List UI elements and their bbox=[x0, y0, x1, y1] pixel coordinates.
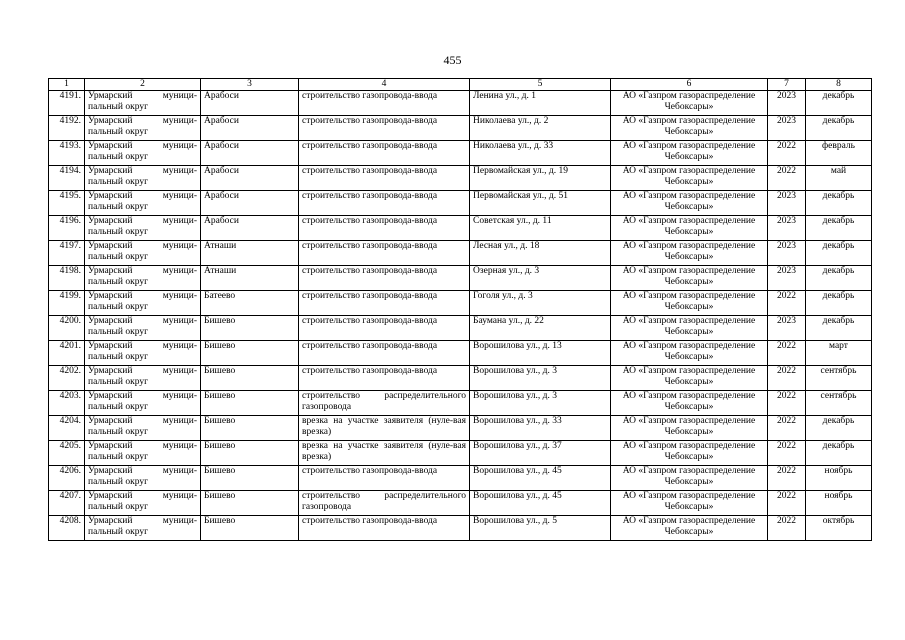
row-number: 4195. bbox=[49, 191, 85, 216]
district-word: пальный округ bbox=[88, 327, 149, 337]
address-cell: Николаева ул., д. 2 bbox=[470, 116, 611, 141]
table-row bbox=[49, 366, 872, 391]
year-cell: 2022 bbox=[768, 141, 806, 166]
month-cell: сентябрь bbox=[806, 391, 872, 416]
organization-cell: АО «Газпром газораспределение Чебоксары» bbox=[611, 466, 768, 491]
month-cell: декабрь bbox=[806, 116, 872, 141]
organization-cell: АО «Газпром газораспределение Чебоксары» bbox=[611, 341, 768, 366]
table-row bbox=[49, 266, 872, 291]
settlement-cell: Бишево bbox=[201, 341, 299, 366]
work-type-cell: строительство распределительного газопровода bbox=[299, 391, 470, 416]
table-row bbox=[49, 291, 872, 316]
district-word: пальный округ bbox=[88, 102, 149, 112]
row-number: 4196. bbox=[49, 216, 85, 241]
settlement-cell: Арабоси bbox=[201, 166, 299, 191]
month-cell: декабрь bbox=[806, 266, 872, 291]
district-word: муници- bbox=[162, 266, 197, 276]
work-type-cell: строительство газопровода-ввода bbox=[299, 316, 470, 341]
address-cell: Ворошилова ул., д. 45 bbox=[470, 466, 611, 491]
work-type-cell: врезка на участке заявителя (нуле-вая врезка) bbox=[299, 441, 470, 466]
district-word: пальный округ bbox=[88, 527, 149, 537]
district-word: муници- bbox=[162, 116, 197, 126]
month-cell: декабрь bbox=[806, 416, 872, 441]
district-cell bbox=[85, 491, 201, 516]
organization-cell: АО «Газпром газораспределение Чебоксары» bbox=[611, 266, 768, 291]
year-cell: 2023 bbox=[768, 91, 806, 116]
month-cell: декабрь bbox=[806, 216, 872, 241]
organization-cell: АО «Газпром газораспределение Чебоксары» bbox=[611, 291, 768, 316]
district-cell bbox=[85, 91, 201, 116]
year-cell: 2022 bbox=[768, 366, 806, 391]
settlement-cell: Бишево bbox=[201, 491, 299, 516]
district-word: пальный округ bbox=[88, 352, 149, 362]
settlement-cell: Бишево bbox=[201, 366, 299, 391]
district-word: Урмарский bbox=[88, 141, 133, 151]
district-word: муници- bbox=[162, 441, 197, 451]
district-cell bbox=[85, 216, 201, 241]
table-row bbox=[49, 216, 872, 241]
table-row bbox=[49, 91, 872, 116]
organization-cell: АО «Газпром газораспределение Чебоксары» bbox=[611, 491, 768, 516]
organization-cell: АО «Газпром газораспределение Чебоксары» bbox=[611, 241, 768, 266]
month-cell: ноябрь bbox=[806, 466, 872, 491]
district-word: пальный округ bbox=[88, 177, 149, 187]
table-row bbox=[49, 466, 872, 491]
table-row bbox=[49, 341, 872, 366]
district-word: пальный округ bbox=[88, 202, 149, 212]
settlement-cell: Арабоси bbox=[201, 116, 299, 141]
year-cell: 2022 bbox=[768, 341, 806, 366]
district-cell bbox=[85, 441, 201, 466]
settlement-cell: Бишево bbox=[201, 466, 299, 491]
district-word: пальный округ bbox=[88, 427, 149, 437]
address-cell: Ворошилова ул., д. 3 bbox=[470, 366, 611, 391]
district-word: пальный округ bbox=[88, 277, 149, 287]
table-row bbox=[49, 141, 872, 166]
work-type-cell: строительство газопровода-ввода bbox=[299, 266, 470, 291]
work-type-cell: строительство газопровода-ввода bbox=[299, 516, 470, 541]
year-cell: 2022 bbox=[768, 516, 806, 541]
district-word: Урмарский bbox=[88, 266, 133, 276]
year-cell: 2023 bbox=[768, 191, 806, 216]
header-row bbox=[49, 79, 872, 91]
district-word: муници- bbox=[162, 516, 197, 526]
row-number: 4203. bbox=[49, 391, 85, 416]
row-number: 4206. bbox=[49, 466, 85, 491]
address-cell: Ворошилова ул., д. 37 bbox=[470, 441, 611, 466]
year-cell: 2022 bbox=[768, 291, 806, 316]
district-cell bbox=[85, 191, 201, 216]
district-word: Урмарский bbox=[88, 241, 133, 251]
settlement-cell: Бишево bbox=[201, 441, 299, 466]
district-word: Урмарский bbox=[88, 441, 133, 451]
district-word: муници- bbox=[162, 466, 197, 476]
district-word: Урмарский bbox=[88, 341, 133, 351]
month-cell: сентябрь bbox=[806, 366, 872, 391]
column-header: 5 bbox=[470, 79, 611, 91]
address-cell: Ворошилова ул., д. 13 bbox=[470, 341, 611, 366]
work-type-cell: строительство газопровода-ввода bbox=[299, 91, 470, 116]
district-cell bbox=[85, 416, 201, 441]
month-cell: февраль bbox=[806, 141, 872, 166]
column-header: 7 bbox=[768, 79, 806, 91]
address-cell: Гоголя ул., д. 3 bbox=[470, 291, 611, 316]
month-cell: октябрь bbox=[806, 516, 872, 541]
row-number: 4201. bbox=[49, 341, 85, 366]
organization-cell: АО «Газпром газораспределение Чебоксары» bbox=[611, 366, 768, 391]
year-cell: 2022 bbox=[768, 416, 806, 441]
district-cell bbox=[85, 166, 201, 191]
address-cell: Ворошилова ул., д. 45 bbox=[470, 491, 611, 516]
district-word: пальный округ bbox=[88, 452, 149, 462]
district-cell bbox=[85, 141, 201, 166]
month-cell: декабрь bbox=[806, 316, 872, 341]
year-cell: 2023 bbox=[768, 266, 806, 291]
district-cell bbox=[85, 266, 201, 291]
table-row bbox=[49, 316, 872, 341]
district-word: муници- bbox=[162, 416, 197, 426]
settlement-cell: Бишево bbox=[201, 316, 299, 341]
column-header: 8 bbox=[806, 79, 872, 91]
work-type-cell: строительство газопровода-ввода bbox=[299, 466, 470, 491]
district-word: пальный округ bbox=[88, 252, 149, 262]
address-cell: Озерная ул., д. 3 bbox=[470, 266, 611, 291]
month-cell: май bbox=[806, 166, 872, 191]
settlement-cell: Бишево bbox=[201, 516, 299, 541]
settlement-cell: Бишево bbox=[201, 391, 299, 416]
row-number: 4198. bbox=[49, 266, 85, 291]
settlement-cell: Атнаши bbox=[201, 266, 299, 291]
district-word: пальный округ bbox=[88, 152, 149, 162]
work-type-cell: строительство газопровода-ввода bbox=[299, 166, 470, 191]
row-number: 4202. bbox=[49, 366, 85, 391]
district-word: пальный округ bbox=[88, 377, 149, 387]
row-number: 4191. bbox=[49, 91, 85, 116]
table-row bbox=[49, 441, 872, 466]
district-cell bbox=[85, 466, 201, 491]
address-cell: Николаева ул., д. 33 bbox=[470, 141, 611, 166]
settlement-cell: Арабоси bbox=[201, 91, 299, 116]
district-word: Урмарский bbox=[88, 116, 133, 126]
district-word: Урмарский bbox=[88, 391, 133, 401]
work-type-cell: строительство газопровода-ввода bbox=[299, 191, 470, 216]
year-cell: 2022 bbox=[768, 491, 806, 516]
district-word: муници- bbox=[162, 191, 197, 201]
settlement-cell: Батеево bbox=[201, 291, 299, 316]
address-cell: Советская ул., д. 11 bbox=[470, 216, 611, 241]
year-cell: 2023 bbox=[768, 241, 806, 266]
district-word: муници- bbox=[162, 391, 197, 401]
settlement-cell: Арабоси bbox=[201, 216, 299, 241]
organization-cell: АО «Газпром газораспределение Чебоксары» bbox=[611, 516, 768, 541]
year-cell: 2022 bbox=[768, 466, 806, 491]
row-number: 4192. bbox=[49, 116, 85, 141]
table-row bbox=[49, 241, 872, 266]
settlement-cell: Бишево bbox=[201, 416, 299, 441]
organization-cell: АО «Газпром газораспределение Чебоксары» bbox=[611, 316, 768, 341]
month-cell: декабрь bbox=[806, 291, 872, 316]
organization-cell: АО «Газпром газораспределение Чебоксары» bbox=[611, 416, 768, 441]
address-cell: Первомайская ул., д. 51 bbox=[470, 191, 611, 216]
settlement-cell: Атнаши bbox=[201, 241, 299, 266]
month-cell: декабрь bbox=[806, 191, 872, 216]
district-word: Урмарский bbox=[88, 491, 133, 501]
organization-cell: АО «Газпром газораспределение Чебоксары» bbox=[611, 216, 768, 241]
district-cell bbox=[85, 341, 201, 366]
work-type-cell: врезка на участке заявителя (нуле-вая врезка) bbox=[299, 416, 470, 441]
month-cell: декабрь bbox=[806, 441, 872, 466]
year-cell: 2023 bbox=[768, 216, 806, 241]
district-word: Урмарский bbox=[88, 166, 133, 176]
district-word: муници- bbox=[162, 241, 197, 251]
district-word: пальный округ bbox=[88, 502, 149, 512]
work-type-cell: строительство газопровода-ввода bbox=[299, 291, 470, 316]
organization-cell: АО «Газпром газораспределение Чебоксары» bbox=[611, 91, 768, 116]
column-header: 3 bbox=[201, 79, 299, 91]
district-cell bbox=[85, 316, 201, 341]
work-type-cell: строительство газопровода-ввода bbox=[299, 366, 470, 391]
table-row bbox=[49, 166, 872, 191]
year-cell: 2023 bbox=[768, 316, 806, 341]
row-number: 4194. bbox=[49, 166, 85, 191]
district-word: муници- bbox=[162, 166, 197, 176]
row-number: 4204. bbox=[49, 416, 85, 441]
work-type-cell: строительство газопровода-ввода bbox=[299, 341, 470, 366]
row-number: 4207. bbox=[49, 491, 85, 516]
district-word: муници- bbox=[162, 366, 197, 376]
month-cell: март bbox=[806, 341, 872, 366]
row-number: 4197. bbox=[49, 241, 85, 266]
district-cell bbox=[85, 516, 201, 541]
address-cell: Ворошилова ул., д. 33 bbox=[470, 416, 611, 441]
address-cell: Баумана ул., д. 22 bbox=[470, 316, 611, 341]
district-word: муници- bbox=[162, 91, 197, 101]
organization-cell: АО «Газпром газораспределение Чебоксары» bbox=[611, 391, 768, 416]
district-word: муници- bbox=[162, 341, 197, 351]
month-cell: декабрь bbox=[806, 241, 872, 266]
district-word: пальный округ bbox=[88, 302, 149, 312]
organization-cell: АО «Газпром газораспределение Чебоксары» bbox=[611, 191, 768, 216]
column-header: 2 bbox=[85, 79, 201, 91]
row-number: 4200. bbox=[49, 316, 85, 341]
district-word: пальный округ bbox=[88, 127, 149, 137]
work-type-cell: строительство распределительного газопровода bbox=[299, 491, 470, 516]
work-type-cell: строительство газопровода-ввода bbox=[299, 241, 470, 266]
column-header: 4 bbox=[299, 79, 470, 91]
month-cell: ноябрь bbox=[806, 491, 872, 516]
district-word: муници- bbox=[162, 141, 197, 151]
organization-cell: АО «Газпром газораспределение Чебоксары» bbox=[611, 141, 768, 166]
address-cell: Ленина ул., д. 1 bbox=[470, 91, 611, 116]
district-cell bbox=[85, 116, 201, 141]
district-word: муници- bbox=[162, 316, 197, 326]
row-number: 4199. bbox=[49, 291, 85, 316]
district-word: Урмарский bbox=[88, 91, 133, 101]
year-cell: 2022 bbox=[768, 166, 806, 191]
organization-cell: АО «Газпром газораспределение Чебоксары» bbox=[611, 441, 768, 466]
district-word: пальный округ bbox=[88, 402, 149, 412]
district-word: Урмарский bbox=[88, 416, 133, 426]
address-cell: Лесная ул., д. 18 bbox=[470, 241, 611, 266]
settlement-cell: Арабоси bbox=[201, 141, 299, 166]
page-number: 455 bbox=[443, 53, 462, 67]
district-word: Урмарский bbox=[88, 191, 133, 201]
district-word: Урмарский bbox=[88, 216, 133, 226]
district-word: пальный округ bbox=[88, 477, 149, 487]
table-row bbox=[49, 391, 872, 416]
table-row bbox=[49, 416, 872, 441]
table-row bbox=[49, 491, 872, 516]
work-type-cell: строительство газопровода-ввода bbox=[299, 116, 470, 141]
district-cell bbox=[85, 291, 201, 316]
address-cell: Ворошилова ул., д. 5 bbox=[470, 516, 611, 541]
year-cell: 2022 bbox=[768, 391, 806, 416]
row-number: 4205. bbox=[49, 441, 85, 466]
district-word: муници- bbox=[162, 216, 197, 226]
district-cell bbox=[85, 366, 201, 391]
district-word: муници- bbox=[162, 291, 197, 301]
column-header: 6 bbox=[611, 79, 768, 91]
table-row bbox=[49, 191, 872, 216]
column-header: 1 bbox=[49, 79, 85, 91]
district-cell bbox=[85, 391, 201, 416]
address-cell: Первомайская ул., д. 19 bbox=[470, 166, 611, 191]
table-row bbox=[49, 516, 872, 541]
gas-works-table bbox=[48, 78, 872, 541]
district-word: Урмарский bbox=[88, 466, 133, 476]
district-word: муници- bbox=[162, 491, 197, 501]
district-word: Урмарский bbox=[88, 291, 133, 301]
year-cell: 2022 bbox=[768, 441, 806, 466]
year-cell: 2023 bbox=[768, 116, 806, 141]
organization-cell: АО «Газпром газораспределение Чебоксары» bbox=[611, 166, 768, 191]
address-cell: Ворошилова ул., д. 3 bbox=[470, 391, 611, 416]
row-number: 4208. bbox=[49, 516, 85, 541]
work-type-cell: строительство газопровода-ввода bbox=[299, 216, 470, 241]
district-word: Урмарский bbox=[88, 516, 133, 526]
organization-cell: АО «Газпром газораспределение Чебоксары» bbox=[611, 116, 768, 141]
district-word: Урмарский bbox=[88, 366, 133, 376]
row-number: 4193. bbox=[49, 141, 85, 166]
settlement-cell: Арабоси bbox=[201, 191, 299, 216]
district-cell bbox=[85, 241, 201, 266]
month-cell: декабрь bbox=[806, 91, 872, 116]
district-word: пальный округ bbox=[88, 227, 149, 237]
table-row bbox=[49, 116, 872, 141]
work-type-cell: строительство газопровода-ввода bbox=[299, 141, 470, 166]
district-word: Урмарский bbox=[88, 316, 133, 326]
